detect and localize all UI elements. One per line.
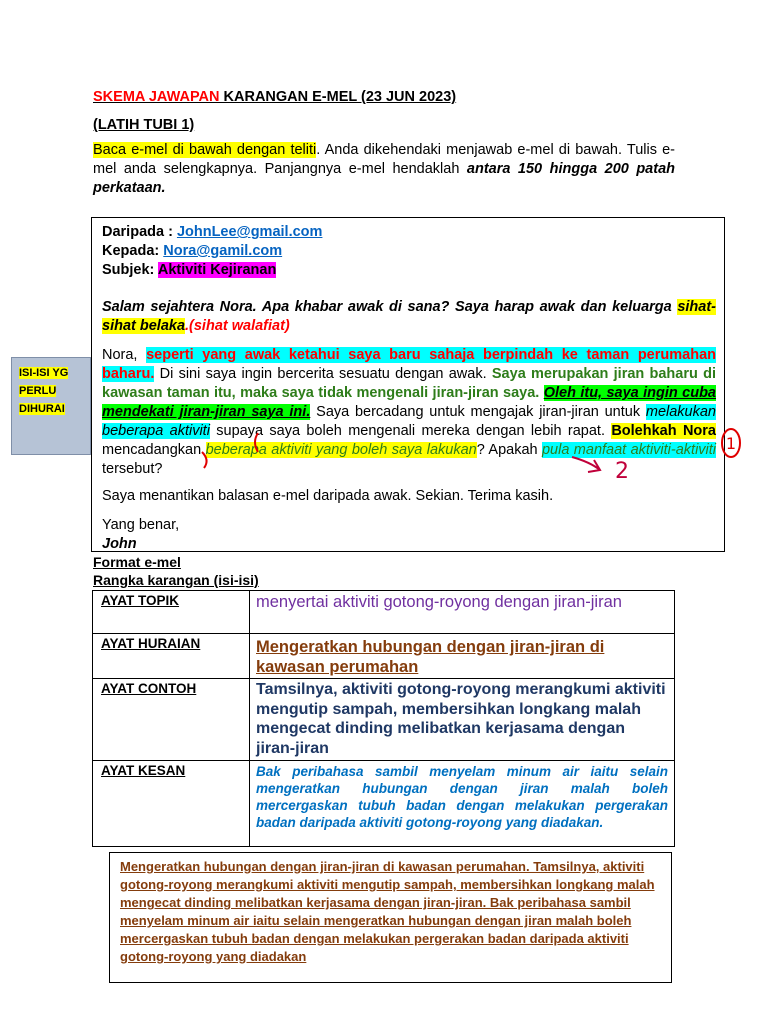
greeting-note: .(sihat walafiat) bbox=[185, 318, 290, 334]
body-s6: Oleh itu, saya ingin cuba mendekati jiran-jiran saya ini. bbox=[102, 385, 716, 420]
body-s12: beberapa aktiviti yang boleh saya lakukan bbox=[205, 442, 477, 458]
row-value: Mengeratkan hubungan dengan jiran-jiran di kawasan perumahan bbox=[250, 634, 675, 679]
side-note-line1: ISI-ISI YG bbox=[19, 367, 69, 379]
bracket-open-mark bbox=[255, 433, 258, 452]
title-scheme: SKEMA JAWAPAN bbox=[93, 89, 220, 105]
to-address-link[interactable]: Nora@gamil.com bbox=[163, 243, 283, 259]
row-value: menyertai aktiviti gotong-royong dengan jiran-jiran bbox=[250, 591, 675, 634]
from-address-link[interactable]: JohnLee@gmail.com bbox=[176, 224, 323, 240]
instruction-highlight: Baca e-mel di bawah dengan teliti bbox=[93, 142, 317, 158]
body-s4: Saya merupakan jiran baharu di kawasan taman itu, maka saya tidak mengenali jiran-jiran saya. bbox=[102, 366, 717, 401]
bracket-close-mark bbox=[202, 452, 207, 468]
email-closing: Saya menantikan balasan e-mel daripada awak. Sekian. Terima kasih. bbox=[102, 488, 554, 504]
body-s14: pula manfaat aktiviti-aktiviti bbox=[541, 442, 717, 458]
body-s10: Bolehkah Nora bbox=[611, 423, 716, 439]
summary-text: Mengeratkan hubungan dengan jiran-jiran di kawasan perumahan. Tamsilnya, aktiviti gotong-royong merangkumi aktiviti mengutip sampah, membersihkan longkang malah mengecat dinding melibatkan kerjasama dengan jiran-jiran. Bak peribahasa sambil menyelam minum air iaitu selain mengeratkan hubungan dengan jiran malah boleh mercergaskan tubuh badan dengan melakukan pergerakan badan daripada aktiviti gotong-royong yang diadakan bbox=[120, 859, 655, 964]
outline-heading: Rangka karangan (isi-isi) bbox=[93, 572, 259, 588]
body-s13: ? Apakah bbox=[476, 442, 542, 458]
email-sender-name: John bbox=[102, 536, 137, 552]
body-s9: supaya saya boleh mengenali mereka dengan lebih rapat. bbox=[209, 423, 612, 439]
row-label: AYAT HURAIAN bbox=[93, 634, 250, 679]
subject-label: Subjek: bbox=[102, 262, 158, 278]
arrow-mark bbox=[572, 457, 600, 472]
row-label: AYAT CONTOH bbox=[93, 679, 250, 761]
row-value: Bak peribahasa sambil menyelam minum air iaitu selain mengeratkan hubungan dengan jiran malah boleh mercergaskan tubuh badan dengan melakukan pergerakan badan daripada aktiviti gotong-royong yang diadakan. bbox=[250, 761, 675, 847]
instruction-text: . Anda dikehendaki menjawab e-mel di bawah. Tulis e-mel anda selengkapnya. Panjangnya e-mel hendaklah bbox=[93, 142, 675, 177]
body-s8: melakukan beberapa aktiviti bbox=[102, 404, 716, 439]
body-s15: tersebut? bbox=[102, 461, 163, 477]
body-s1: Nora, bbox=[102, 347, 147, 363]
email-signoff: Yang benar, bbox=[102, 517, 180, 533]
row-value: Tamsilnya, aktiviti gotong-royong merangkumi aktiviti mengutip sampah, membersihkan longkang malah mengecat dinding melibatkan kerjasama dengan jiran-jiran bbox=[250, 679, 675, 761]
greeting-text: Salam sejahtera Nora. Apa khabar awak di sana? Saya harap awak dan keluarga bbox=[102, 299, 678, 315]
body-s2: seperti yang awak ketahui saya baru sahaja berpindah ke taman perumahan baharu. bbox=[102, 347, 716, 382]
title-rest: KARANGAN E-MEL (23 JUN 2023) bbox=[219, 89, 457, 105]
instruction-word-count: antara 150 hingga 200 patah perkataan. bbox=[93, 161, 676, 196]
body-s11: mencadangkan bbox=[102, 442, 206, 458]
side-note-line2: PERLU bbox=[19, 385, 57, 397]
to-label: Kepada: bbox=[102, 243, 164, 259]
annotation-two: 2 bbox=[615, 459, 629, 484]
body-s7: Saya bercadang untuk mengajak jiran-jiran untuk bbox=[310, 404, 646, 420]
body-s3: Di sini saya ingin bercerita sesuatu dengan awak. bbox=[154, 366, 492, 382]
from-label: Daripada : bbox=[102, 224, 177, 240]
greeting-highlight: sihat-sihat belaka bbox=[102, 299, 716, 334]
row-label: AYAT TOPIK bbox=[93, 591, 250, 634]
subtitle: (LATIH TUBI 1) bbox=[93, 117, 195, 133]
format-heading: Format e-mel bbox=[93, 554, 181, 570]
subject-value: Aktiviti Kejiranan bbox=[157, 262, 277, 278]
row-label: AYAT KESAN bbox=[93, 761, 250, 847]
side-note-line3: DIHURAI bbox=[19, 403, 65, 415]
annotation-one: 1 bbox=[725, 434, 737, 453]
